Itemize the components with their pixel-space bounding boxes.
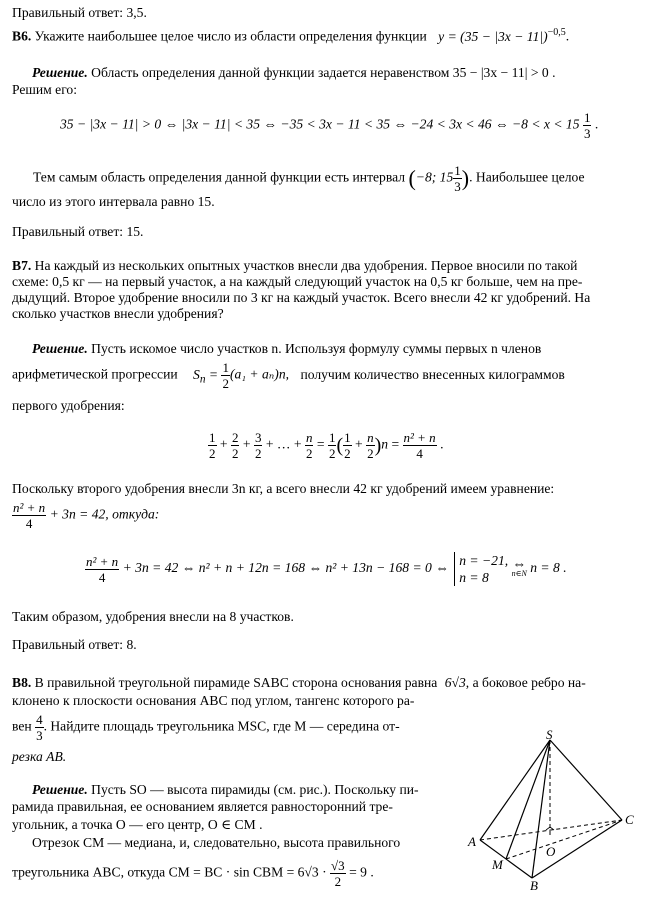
label-S: S (546, 728, 553, 742)
b7-sum-equation: $\frac{1}{2}$ + $\frac{2}{2}$ + $\frac{3}{2}$ + … + $\frac{n}{2}$ = $\frac{1}{2}$ ( $\frac{1}{2}$ + $\frac{n}{2}$ )n = $\frac{\text{n² + n}}{4}$ . (209, 430, 444, 461)
b6-interval-text3: число из этого интервала равно 15. (12, 194, 215, 209)
b7-sol-label: Решение. (32, 341, 88, 356)
root-1: n = −21, (459, 553, 509, 568)
pyramid-figure (460, 728, 645, 893)
b7-eq3: $\frac{\text{n² + n}}{4}$ + 3n = 42 ⇔ n² + n + 12n = 168 ⇔ n² + 13n − 168 = 0 ⇔ n = −21, n = 8 ⇔ n∈N n = 8 . (86, 553, 567, 585)
b7-roots (454, 552, 508, 586)
b8-sol-line1 (32, 782, 419, 798)
b8-task-l1: В правильной треугольной пирамиде SABC сторона основания равна (34, 675, 438, 690)
b8-sol-label: Решение. (32, 782, 88, 797)
b7-label: B7. (12, 258, 32, 273)
frac-den: 3 (583, 126, 591, 141)
frac-den: 3 (454, 179, 461, 194)
b8-sol-line3: угольник, а точка O — его центр, O ∈ CM . (12, 817, 263, 832)
b7-cond: n∈N (511, 569, 527, 578)
b7-task-line4: сколько участков внесли удобрения? (12, 306, 224, 321)
label-O: O (546, 844, 556, 859)
sqrt-num: √3 (331, 858, 345, 873)
b6-func: y = (35 − |3x − 11|) (438, 28, 548, 44)
right-angle-mark (546, 827, 554, 830)
b8-task-line4: резка AB. (12, 749, 67, 764)
label-C: C (625, 812, 634, 827)
b8-eq9: = 9 . (349, 864, 374, 880)
half-frac: $\frac{1}{2}$ (222, 360, 229, 391)
b7-implies: ⇔ n∈N (511, 556, 527, 578)
label-M: M (492, 857, 503, 872)
b8-sol-l5: треугольника ABC, откуда CM = BC · sin CBM = 6√3 · (12, 864, 327, 880)
segment-SM (506, 740, 550, 859)
b7-eq2-line1: Поскольку второго удобрения внесли 3n кг, а всего внесли 42 кг удобрений имеем уравнение: (12, 481, 555, 496)
label-B: B (530, 878, 538, 893)
b6-interval-line: Тем самым область определения данной функции есть интервал (−8; 15 $\frac{1}{3}$ ). Наибольшее целое (33, 163, 585, 194)
b8-task-line3 (12, 712, 400, 743)
b8-side: 6√3 (444, 675, 466, 690)
b7-sol-line2a: арифметической прогрессии (12, 366, 178, 382)
frac-num: 1 (583, 110, 591, 125)
b6-task-text: Укажите наибольшее целое число из области определения функции (34, 28, 427, 44)
b8-sol-line5 (12, 858, 374, 889)
b6-label: B6. (12, 28, 32, 44)
b8-sqrt-frac (330, 858, 346, 889)
b7-sol-line2: арифметической прогрессии $S_n$ = $\frac{1}{2}$ (a₁ + aₙ)n, получим количество внесенных килограммов (12, 360, 565, 391)
b7-sol-line1 (32, 341, 541, 357)
b6-interval-frac (453, 163, 462, 194)
b7-task-line1 (12, 258, 577, 274)
b6-solution-line1 (32, 65, 555, 81)
b7-answer: Правильный ответ: 8. (12, 637, 137, 652)
b6-chain-frac (583, 110, 592, 141)
b6-chain: 35 − |3x − 11| > 0 ⇔ |3x − 11| < 35 ⇔ −35 < 3x − 11 < 35 ⇔ −24 < 3x < 46 ⇔ −8 < x < 15 $\frac{1}{3}$ . (60, 110, 599, 141)
label-A: A (468, 834, 476, 849)
b6-task: B6. Укажите наибольшее целое число из области определения функции $y = (35 - |3x - 11|)^{-0,5}$. (12, 27, 570, 44)
edge-SC (550, 740, 622, 820)
b6-sol-text: Область определения данной функции задается неравенством 35 − |3x − 11| > 0 . (91, 65, 556, 80)
frac-num: 1 (454, 163, 461, 178)
b6-interval-text1: Тем самым область определения данной функции есть интервал (33, 169, 406, 185)
b8-task-l3a: вен (12, 718, 32, 734)
b7-sol-text: Пусть искомое число участков n. Используя формулу суммы первых n членов (91, 341, 542, 356)
b8-sol-l1: Пусть SO — высота пирамиды (см. рис.). Поскольку пи- (91, 782, 419, 797)
b8-task-line2: клонено к плоскости основания ABC под углом, тангенс которого ра- (12, 693, 415, 708)
b6-answer: Правильный ответ: 15. (12, 224, 144, 239)
b8-label: B8. (12, 675, 32, 690)
b8-sol-line4: Отрезок CM — медиана, и, следовательно, высота правильного (32, 835, 401, 850)
b8-sol-line2: рамида правильная, ее основанием является равносторонний тре- (12, 799, 393, 814)
b8-tan-frac (35, 712, 44, 743)
b6-chain-text: 35 − |3x − 11| > 0 ⇔ |3x − 11| < 35 ⇔ −35 < 3x − 11 < 35 ⇔ −24 < 3x < 46 ⇔ −8 < x < 15 (60, 116, 580, 132)
prev-answer: Правильный ответ: 3,5. (12, 5, 147, 20)
b7-result: n = 8 . (530, 560, 567, 576)
b6-sol-label: Решение. (32, 65, 88, 80)
root-2: n = 8 (459, 570, 489, 585)
sqrt-den: 2 (334, 874, 342, 889)
b7-eq2: $\frac{\text{n² + n}}{4}$ + 3n = 42, откуда: (13, 500, 160, 531)
b8-task-l1b: , а боковое ребро на- (465, 675, 586, 690)
b8-task-line1 (12, 675, 586, 691)
tan-num: 4 (36, 712, 43, 727)
b6-interval-text2: . Наибольшее целое (469, 169, 585, 185)
b8-task-l3b: . Найдите площадь треугольника MSC, где M — середина от- (43, 718, 400, 734)
b7-task-text: На каждый из нескольких опытных участков внесли два удобрения. Первое вносили по такой (34, 258, 578, 273)
b7-sum-formula: (a₁ + aₙ)n, (229, 366, 290, 382)
b6-func-exp: −0,5 (547, 27, 566, 38)
b7-eq2-tail: + 3n = 42, откуда: (49, 506, 160, 522)
b7-conclusion: Таким образом, удобрения внесли на 8 участков. (12, 609, 294, 624)
b7-task-line2: схеме: 0,5 кг — на первый участок, а на каждый следующий участок на 0,5 кг больше, чем на пре- (12, 274, 583, 289)
b7-sol-line3: первого удобрения: (12, 398, 125, 413)
b6-sol-text2: Решим его: (12, 82, 78, 97)
tan-den: 3 (36, 728, 43, 743)
b7-sol-line2b: получим количество внесенных килограммов (300, 366, 565, 382)
b7-eq3-tail: + 3n = 42 ⇔ n² + n + 12n = 168 ⇔ n² + 13n − 168 = 0 ⇔ (122, 560, 449, 576)
edge-AC-hidden (480, 820, 622, 840)
b6-interval: −8; 15 (415, 169, 454, 185)
median-CM (506, 820, 622, 859)
b7-task-line3: дыдущий. Второе удобрение вносили по 3 кг на каждый участок. Всего внесли 42 кг удобрений. На (12, 290, 591, 305)
